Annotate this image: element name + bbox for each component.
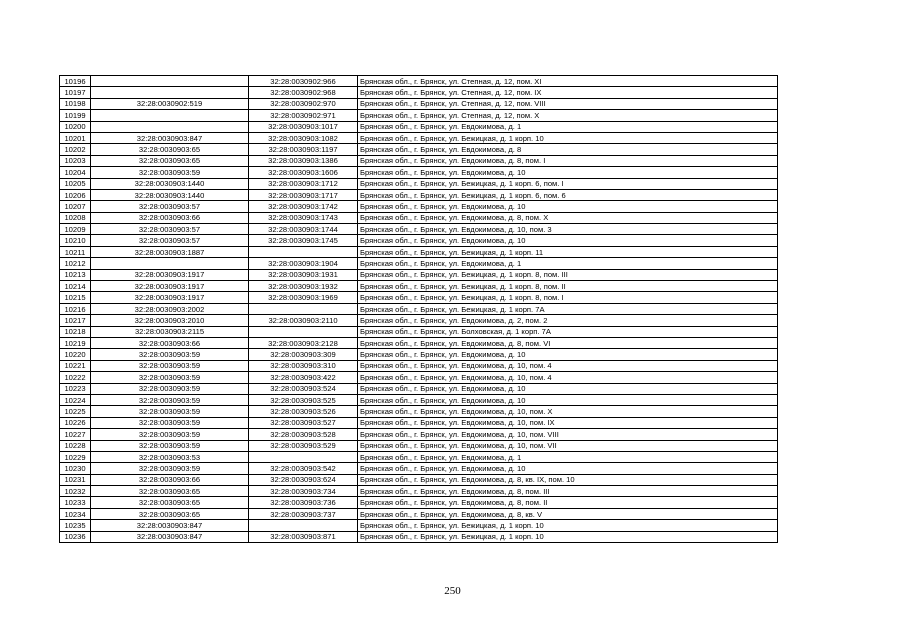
address-cell: Брянская обл., г. Брянск, ул. Бежицкая, д. 1 корп. 6, пом. 6 xyxy=(358,189,778,200)
cadastral-number-cell: 32:28:0030903:1931 xyxy=(249,269,358,280)
table-row xyxy=(60,246,778,257)
table-row xyxy=(60,429,778,440)
row-number-cell: 10236 xyxy=(60,531,91,542)
row-number-cell: 10204 xyxy=(60,167,91,178)
cadastral-number-cell: 32:28:0030903:1744 xyxy=(249,224,358,235)
row-number-cell: 10228 xyxy=(60,440,91,451)
row-number-cell: 10206 xyxy=(60,189,91,200)
table-row xyxy=(60,394,778,405)
cadastral-number-cell: 32:28:0030903:1969 xyxy=(249,292,358,303)
row-number-cell: 10207 xyxy=(60,201,91,212)
cadastral-number-cell: 32:28:0030903:1742 xyxy=(249,201,358,212)
address-cell: Брянская обл., г. Брянск, ул. Евдокимова, д. 8, кв. V xyxy=(358,508,778,519)
cadastral-number-cell: 32:28:0030903:1904 xyxy=(249,258,358,269)
table-row xyxy=(60,372,778,383)
table-row xyxy=(60,417,778,428)
table-row xyxy=(60,121,778,132)
table-row xyxy=(60,326,778,337)
address-cell: Брянская обл., г. Брянск, ул. Евдокимова, д. 8, пом. II xyxy=(358,497,778,508)
address-cell: Брянская обл., г. Брянск, ул. Бежицкая, д. 1 корп. 8, пом. III xyxy=(358,269,778,280)
cadastral-number-cell: 32:28:0030902:968 xyxy=(249,87,358,98)
parcel-number-cell: 32:28:0030903:59 xyxy=(91,440,249,451)
table-row xyxy=(60,486,778,497)
parcel-number-cell: 32:28:0030903:65 xyxy=(91,486,249,497)
parcel-number-cell: 32:28:0030903:65 xyxy=(91,155,249,166)
cadastral-number-cell: 32:28:0030903:736 xyxy=(249,497,358,508)
row-number-cell: 10213 xyxy=(60,269,91,280)
address-cell: Брянская обл., г. Брянск, ул. Степная, д. 12, пом. VIII xyxy=(358,98,778,109)
row-number-cell: 10233 xyxy=(60,497,91,508)
cadastral-number-cell: 32:28:0030903:527 xyxy=(249,417,358,428)
table-row xyxy=(60,87,778,98)
cadastral-number-cell: 32:28:0030903:542 xyxy=(249,463,358,474)
address-cell: Брянская обл., г. Брянск, ул. Евдокимова, д. 8, пом. I xyxy=(358,155,778,166)
parcel-number-cell: 32:28:0030903:53 xyxy=(91,451,249,462)
cadastral-number-cell: 32:28:0030903:1017 xyxy=(249,121,358,132)
address-cell: Брянская обл., г. Брянск, ул. Евдокимова, д. 1 xyxy=(358,258,778,269)
row-number-cell: 10197 xyxy=(60,87,91,98)
row-number-cell: 10229 xyxy=(60,451,91,462)
parcel-number-cell: 32:28:0030903:66 xyxy=(91,212,249,223)
cadastral-number-cell: 32:28:0030903:1197 xyxy=(249,144,358,155)
parcel-number-cell: 32:28:0030903:1917 xyxy=(91,292,249,303)
row-number-cell: 10223 xyxy=(60,383,91,394)
cadastral-number-cell: 32:28:0030903:526 xyxy=(249,406,358,417)
address-cell: Брянская обл., г. Брянск, ул. Евдокимова, д. 10 xyxy=(358,394,778,405)
row-number-cell: 10227 xyxy=(60,429,91,440)
row-number-cell: 10220 xyxy=(60,349,91,360)
cadastral-number-cell: 32:28:0030903:871 xyxy=(249,531,358,542)
table-row xyxy=(60,258,778,269)
address-cell: Брянская обл., г. Брянск, ул. Евдокимова, д. 10, пом. X xyxy=(358,406,778,417)
address-cell: Брянская обл., г. Брянск, ул. Евдокимова, д. 8, пом. X xyxy=(358,212,778,223)
row-number-cell: 10235 xyxy=(60,520,91,531)
cadastral-number-cell: 32:28:0030903:309 xyxy=(249,349,358,360)
table-row xyxy=(60,155,778,166)
address-cell: Брянская обл., г. Брянск, ул. Евдокимова, д. 10, пом. 3 xyxy=(358,224,778,235)
address-cell: Брянская обл., г. Брянск, ул. Степная, д. 12, пом. XI xyxy=(358,76,778,87)
row-number-cell: 10221 xyxy=(60,360,91,371)
table-row xyxy=(60,189,778,200)
table-row xyxy=(60,132,778,143)
address-cell: Брянская обл., г. Брянск, ул. Болховская, д. 1 корп. 7А xyxy=(358,326,778,337)
table-row xyxy=(60,235,778,246)
cadastral-number-cell xyxy=(249,326,358,337)
address-cell: Брянская обл., г. Брянск, ул. Бежицкая, д. 1 корп. 11 xyxy=(358,246,778,257)
table-row xyxy=(60,167,778,178)
table-row xyxy=(60,315,778,326)
table-row xyxy=(60,406,778,417)
table-row xyxy=(60,497,778,508)
address-cell: Брянская обл., г. Брянск, ул. Евдокимова, д. 10, пом. VII xyxy=(358,440,778,451)
row-number-cell: 10224 xyxy=(60,394,91,405)
address-cell: Брянская обл., г. Брянск, ул. Бежицкая, д. 1 корп. 8, пом. II xyxy=(358,281,778,292)
cadastral-number-cell xyxy=(249,303,358,314)
address-cell: Брянская обл., г. Брянск, ул. Евдокимова, д. 8 xyxy=(358,144,778,155)
address-cell: Брянская обл., г. Брянск, ул. Евдокимова, д. 1 xyxy=(358,451,778,462)
cadastral-number-cell: 32:28:0030903:2128 xyxy=(249,337,358,348)
cadastral-number-cell: 32:28:0030902:971 xyxy=(249,110,358,121)
parcel-number-cell: 32:28:0030903:59 xyxy=(91,406,249,417)
cadastral-number-cell xyxy=(249,520,358,531)
table-row xyxy=(60,337,778,348)
address-cell: Брянская обл., г. Брянск, ул. Евдокимова, д. 10 xyxy=(358,167,778,178)
cadastral-number-cell: 32:28:0030903:1743 xyxy=(249,212,358,223)
table-row xyxy=(60,76,778,87)
address-cell: Брянская обл., г. Брянск, ул. Евдокимова, д. 10 xyxy=(358,349,778,360)
cadastral-number-cell: 32:28:0030903:422 xyxy=(249,372,358,383)
cadastral-number-cell: 32:28:0030903:1745 xyxy=(249,235,358,246)
parcel-number-cell: 32:28:0030903:1917 xyxy=(91,269,249,280)
parcel-number-cell: 32:28:0030903:2002 xyxy=(91,303,249,314)
table-row xyxy=(60,383,778,394)
parcel-number-cell: 32:28:0030903:59 xyxy=(91,372,249,383)
cadastral-number-cell: 32:28:0030903:529 xyxy=(249,440,358,451)
row-number-cell: 10201 xyxy=(60,132,91,143)
row-number-cell: 10234 xyxy=(60,508,91,519)
table-row xyxy=(60,178,778,189)
parcel-number-cell: 32:28:0030903:1917 xyxy=(91,281,249,292)
cadastral-number-cell: 32:28:0030903:525 xyxy=(249,394,358,405)
row-number-cell: 10202 xyxy=(60,144,91,155)
table-row xyxy=(60,224,778,235)
table-row xyxy=(60,212,778,223)
row-number-cell: 10199 xyxy=(60,110,91,121)
row-number-cell: 10210 xyxy=(60,235,91,246)
parcel-number-cell: 32:28:0030903:57 xyxy=(91,201,249,212)
parcel-number-cell: 32:28:0030903:2115 xyxy=(91,326,249,337)
parcel-number-cell: 32:28:0030903:1440 xyxy=(91,178,249,189)
address-cell: Брянская обл., г. Брянск, ул. Евдокимова, д. 10 xyxy=(358,463,778,474)
table-row xyxy=(60,269,778,280)
address-cell: Брянская обл., г. Брянск, ул. Евдокимова, д. 10 xyxy=(358,235,778,246)
parcel-number-cell xyxy=(91,76,249,87)
parcel-number-cell: 32:28:0030903:2010 xyxy=(91,315,249,326)
cadastral-number-cell: 32:28:0030903:528 xyxy=(249,429,358,440)
address-cell: Брянская обл., г. Брянск, ул. Бежицкая, д. 1 корп. 7А xyxy=(358,303,778,314)
table-row xyxy=(60,360,778,371)
row-number-cell: 10200 xyxy=(60,121,91,132)
address-cell: Брянская обл., г. Брянск, ул. Бежицкая, д. 1 корп. 10 xyxy=(358,132,778,143)
row-number-cell: 10232 xyxy=(60,486,91,497)
table-row xyxy=(60,292,778,303)
parcel-number-cell: 32:28:0030903:59 xyxy=(91,383,249,394)
row-number-cell: 10225 xyxy=(60,406,91,417)
address-cell: Брянская обл., г. Брянск, ул. Евдокимова, д. 10 xyxy=(358,383,778,394)
parcel-number-cell: 32:28:0030903:66 xyxy=(91,474,249,485)
row-number-cell: 10198 xyxy=(60,98,91,109)
cadastral-number-cell: 32:28:0030903:1082 xyxy=(249,132,358,143)
parcel-number-cell: 32:28:0030903:59 xyxy=(91,429,249,440)
address-cell: Брянская обл., г. Брянск, ул. Евдокимова, д. 10 xyxy=(358,201,778,212)
address-cell: Брянская обл., г. Брянск, ул. Евдокимова, д. 10, пом. 4 xyxy=(358,360,778,371)
address-cell: Брянская обл., г. Брянск, ул. Евдокимова, д. 2, пом. 2 xyxy=(358,315,778,326)
cadastral-number-cell xyxy=(249,451,358,462)
address-cell: Брянская обл., г. Брянск, ул. Степная, д. 12, пом. X xyxy=(358,110,778,121)
parcel-number-cell: 32:28:0030903:59 xyxy=(91,349,249,360)
row-number-cell: 10212 xyxy=(60,258,91,269)
table-row xyxy=(60,474,778,485)
row-number-cell: 10209 xyxy=(60,224,91,235)
row-number-cell: 10203 xyxy=(60,155,91,166)
address-cell: Брянская обл., г. Брянск, ул. Евдокимова, д. 8, кв. IX, пом. 10 xyxy=(358,474,778,485)
table-row xyxy=(60,508,778,519)
row-number-cell: 10205 xyxy=(60,178,91,189)
table-row xyxy=(60,110,778,121)
cadastral-number-cell: 32:28:0030903:310 xyxy=(249,360,358,371)
parcel-number-cell: 32:28:0030903:847 xyxy=(91,520,249,531)
row-number-cell: 10215 xyxy=(60,292,91,303)
table-row xyxy=(60,463,778,474)
parcel-number-cell: 32:28:0030903:1887 xyxy=(91,246,249,257)
table-row xyxy=(60,349,778,360)
row-number-cell: 10216 xyxy=(60,303,91,314)
parcel-number-cell: 32:28:0030903:59 xyxy=(91,417,249,428)
parcel-number-cell: 32:28:0030903:57 xyxy=(91,224,249,235)
parcel-number-cell: 32:28:0030903:65 xyxy=(91,497,249,508)
cadastral-number-cell: 32:28:0030903:1386 xyxy=(249,155,358,166)
address-cell: Брянская обл., г. Брянск, ул. Евдокимова, д. 8, пом. III xyxy=(358,486,778,497)
table-row xyxy=(60,201,778,212)
parcel-number-cell xyxy=(91,258,249,269)
row-number-cell: 10230 xyxy=(60,463,91,474)
row-number-cell: 10208 xyxy=(60,212,91,223)
cadastral-number-cell: 32:28:0030903:1712 xyxy=(249,178,358,189)
page-number: 250 xyxy=(444,585,461,597)
cadastral-number-cell: 32:28:0030903:2110 xyxy=(249,315,358,326)
parcel-number-cell: 32:28:0030903:847 xyxy=(91,531,249,542)
address-cell: Брянская обл., г. Брянск, ул. Евдокимова, д. 1 xyxy=(358,121,778,132)
row-number-cell: 10219 xyxy=(60,337,91,348)
address-cell: Брянская обл., г. Брянск, ул. Бежицкая, д. 1 корп. 10 xyxy=(358,520,778,531)
address-cell: Брянская обл., г. Брянск, ул. Евдокимова, д. 10, пом. VIII xyxy=(358,429,778,440)
cadastral-number-cell: 32:28:0030903:1606 xyxy=(249,167,358,178)
register-table xyxy=(59,75,778,543)
cadastral-number-cell: 32:28:0030903:524 xyxy=(249,383,358,394)
table-row xyxy=(60,520,778,531)
address-cell: Брянская обл., г. Брянск, ул. Евдокимова, д. 10, пом. 4 xyxy=(358,372,778,383)
parcel-number-cell: 32:28:0030903:57 xyxy=(91,235,249,246)
row-number-cell: 10231 xyxy=(60,474,91,485)
parcel-number-cell: 32:28:0030903:65 xyxy=(91,144,249,155)
parcel-number-cell: 32:28:0030903:65 xyxy=(91,508,249,519)
table-row xyxy=(60,144,778,155)
cadastral-number-cell: 32:28:0030903:624 xyxy=(249,474,358,485)
row-number-cell: 10196 xyxy=(60,76,91,87)
address-cell: Брянская обл., г. Брянск, ул. Евдокимова, д. 8, пом. VI xyxy=(358,337,778,348)
address-cell: Брянская обл., г. Брянск, ул. Бежицкая, д. 1 корп. 10 xyxy=(358,531,778,542)
table-row xyxy=(60,281,778,292)
table-row xyxy=(60,98,778,109)
cadastral-number-cell: 32:28:0030903:734 xyxy=(249,486,358,497)
parcel-number-cell: 32:28:0030903:59 xyxy=(91,360,249,371)
row-number-cell: 10211 xyxy=(60,246,91,257)
parcel-number-cell: 32:28:0030903:59 xyxy=(91,394,249,405)
parcel-number-cell: 32:28:0030902:519 xyxy=(91,98,249,109)
parcel-number-cell: 32:28:0030903:1440 xyxy=(91,189,249,200)
row-number-cell: 10226 xyxy=(60,417,91,428)
address-cell: Брянская обл., г. Брянск, ул. Степная, д. 12, пом. IX xyxy=(358,87,778,98)
table-row xyxy=(60,531,778,542)
parcel-number-cell: 32:28:0030903:847 xyxy=(91,132,249,143)
table-row xyxy=(60,440,778,451)
address-cell: Брянская обл., г. Брянск, ул. Евдокимова, д. 10, пом. IX xyxy=(358,417,778,428)
table-row xyxy=(60,451,778,462)
cadastral-number-cell xyxy=(249,246,358,257)
row-number-cell: 10218 xyxy=(60,326,91,337)
cadastral-number-cell: 32:28:0030903:1717 xyxy=(249,189,358,200)
register-table-body xyxy=(60,76,778,543)
row-number-cell: 10222 xyxy=(60,372,91,383)
parcel-number-cell xyxy=(91,87,249,98)
parcel-number-cell xyxy=(91,121,249,132)
parcel-number-cell xyxy=(91,110,249,121)
parcel-number-cell: 32:28:0030903:66 xyxy=(91,337,249,348)
address-cell: Брянская обл., г. Брянск, ул. Бежицкая, д. 1 корп. 6, пом. I xyxy=(358,178,778,189)
row-number-cell: 10217 xyxy=(60,315,91,326)
address-cell: Брянская обл., г. Брянск, ул. Бежицкая, д. 1 корп. 8, пом. I xyxy=(358,292,778,303)
parcel-number-cell: 32:28:0030903:59 xyxy=(91,167,249,178)
cadastral-number-cell: 32:28:0030902:966 xyxy=(249,76,358,87)
cadastral-number-cell: 32:28:0030903:737 xyxy=(249,508,358,519)
cadastral-number-cell: 32:28:0030903:1932 xyxy=(249,281,358,292)
parcel-number-cell: 32:28:0030903:59 xyxy=(91,463,249,474)
row-number-cell: 10214 xyxy=(60,281,91,292)
cadastral-number-cell: 32:28:0030902:970 xyxy=(249,98,358,109)
table-row xyxy=(60,303,778,314)
